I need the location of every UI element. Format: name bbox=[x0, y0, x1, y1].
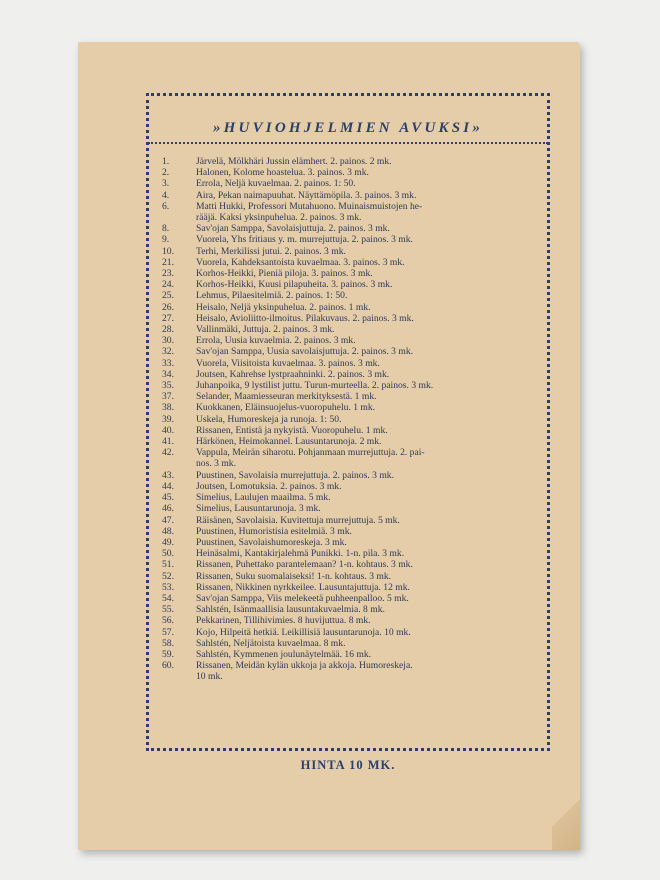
item-text: Joutsen, Kahrehse lystpraahninki. 2. painos. 3 mk. bbox=[196, 368, 390, 380]
title-divider bbox=[148, 142, 548, 144]
item-text: Heinäsalmi, Kantakirjalehmä Punikki. 1-n. pila. 3 mk. bbox=[196, 548, 405, 560]
item-text: Rissanen, Entistä ja nykyistä. Vuoropuhelu. 1 mk. bbox=[196, 424, 388, 436]
list-item bbox=[160, 156, 544, 167]
item-number: 34. bbox=[162, 368, 174, 380]
item-number: 59. bbox=[162, 648, 174, 660]
list-item bbox=[160, 268, 544, 279]
list-item bbox=[160, 425, 544, 436]
list-item bbox=[160, 526, 544, 537]
item-text: Sav'ojan Samppa, Uusia savolaisjuttuja. 2. painos. 3 mk. bbox=[196, 346, 414, 358]
list-item bbox=[160, 358, 544, 369]
item-text: Puustinen, Savolaishumoreskeja. 3 mk. bbox=[196, 536, 347, 548]
item-number: 52. bbox=[162, 570, 174, 582]
list-item bbox=[160, 548, 544, 559]
list-item bbox=[160, 190, 544, 201]
item-number: 48. bbox=[162, 525, 174, 537]
item-number: 27. bbox=[162, 312, 174, 324]
item-text: Kojo, Hilpeitä hetkiä. Leikillisiä lausuntarunoja. 10 mk. bbox=[196, 626, 411, 638]
item-number: 35. bbox=[162, 380, 174, 392]
list-item bbox=[160, 559, 544, 570]
list-item bbox=[160, 290, 544, 301]
list-item bbox=[160, 593, 544, 604]
list-item bbox=[160, 470, 544, 481]
list-item bbox=[160, 627, 544, 638]
list-item bbox=[160, 402, 544, 413]
item-number: 24. bbox=[162, 279, 174, 291]
item-text: Kuokkanen, Eläinsuojelus-vuoropuhelu. 1 mk. bbox=[196, 402, 376, 414]
item-number: 58. bbox=[162, 637, 174, 649]
item-text: Halonen, Kolome hoastelua. 3. painos. 3 mk. bbox=[196, 167, 369, 179]
item-text: Vallinmäki, Juttuja. 2. painos. 3 mk. bbox=[196, 324, 335, 336]
item-number: 53. bbox=[162, 581, 174, 593]
list-item bbox=[160, 380, 544, 391]
item-text: Härkönen, Heimokannel. Lausuntarunoja. 2 mk. bbox=[196, 436, 382, 448]
list-item bbox=[160, 178, 544, 189]
item-number: 6. bbox=[162, 200, 170, 212]
item-number: 55. bbox=[162, 604, 174, 616]
item-number: 37. bbox=[162, 391, 174, 403]
list-item bbox=[160, 246, 544, 257]
item-number: 39. bbox=[162, 413, 174, 425]
item-text: Vuorela, Kahdeksantoista kuvaelmaa. 3. painos. 3 mk. bbox=[196, 256, 405, 268]
item-continuation: nos. 3 mk. bbox=[196, 458, 236, 470]
list-item bbox=[160, 257, 544, 268]
list-item bbox=[160, 537, 544, 548]
item-continuation: 10 mk. bbox=[196, 671, 223, 683]
list-item bbox=[160, 447, 544, 458]
list-item bbox=[160, 335, 544, 346]
item-text: Vappula, Meirän siharotu. Pohjanmaan murrejuttuja. 2. pai- bbox=[196, 447, 425, 459]
item-number: 3. bbox=[162, 178, 170, 190]
item-number: 4. bbox=[162, 189, 170, 201]
item-text: Uskela, Humoreskeja ja runoja. 1: 50. bbox=[196, 413, 342, 425]
item-text: Pekkarinen, Tillihivimies. 8 huvijuttua. 8 mk. bbox=[196, 615, 371, 627]
item-text: Korhos-Heikki, Kuusi pilapuheita. 3. painos. 3 mk. bbox=[196, 279, 393, 291]
item-text: Vuorela, Viisitoista kuvaelmaa. 3. painos. 3 mk. bbox=[196, 357, 380, 369]
list-item bbox=[160, 201, 544, 212]
list-item bbox=[160, 604, 544, 615]
item-number: 51. bbox=[162, 559, 174, 571]
item-number: 40. bbox=[162, 424, 174, 436]
item-number: 57. bbox=[162, 626, 174, 638]
worn-corner bbox=[552, 792, 580, 850]
item-text: Vuorela, Yhs fritiaus y. m. murrejuttuja. 2. painos. 3 mk. bbox=[196, 234, 413, 246]
list-item bbox=[160, 638, 544, 649]
item-text: Sahlstén, Kymmenen joulunäytelmää. 16 mk. bbox=[196, 648, 372, 660]
list-item bbox=[160, 492, 544, 503]
item-number: 23. bbox=[162, 268, 174, 280]
item-text: Terhi, Merkilissi jutui. 2. painos. 3 mk. bbox=[196, 245, 346, 257]
list-item bbox=[160, 414, 544, 425]
item-text: Puustinen, Humoristisia esitelmiä. 3 mk. bbox=[196, 525, 352, 537]
item-text: Heisalo, Avioliitto-ilmoitus. Pilakuvaus. 2. painos. 3 mk. bbox=[196, 312, 414, 324]
list-item bbox=[160, 391, 544, 402]
item-text: Errola, Uusia kuvaelmia. 2. painos. 3 mk. bbox=[196, 335, 356, 347]
item-text: Simelius, Laulujen maailma. 5 mk. bbox=[196, 492, 331, 504]
item-text: Korhos-Heikki, Pieniä piloja. 3. painos. 3 mk. bbox=[196, 268, 373, 280]
list-item bbox=[160, 346, 544, 357]
item-number: 42. bbox=[162, 447, 174, 459]
list-item bbox=[160, 503, 544, 514]
item-number: 2. bbox=[162, 167, 170, 179]
list-item bbox=[160, 582, 544, 593]
item-number: 9. bbox=[162, 234, 170, 246]
item-text: Rissanen, Puhettako parantelemaan? 1-n. kohtaus. 3 mk. bbox=[196, 559, 413, 571]
item-number: 30. bbox=[162, 335, 174, 347]
item-number: 38. bbox=[162, 402, 174, 414]
item-text: Järvelä, Mölkhäri Jussin elämhert. 2. painos. 2 mk. bbox=[196, 156, 392, 167]
item-continuation: rääjä. Kaksi yksinpuhelua. 2. painos. 3 mk. bbox=[196, 212, 362, 224]
item-text: Joutsen, Lomotuksia. 2. painos. 3 mk. bbox=[196, 480, 342, 492]
publication-list bbox=[160, 156, 544, 683]
list-item bbox=[160, 302, 544, 313]
item-number: 45. bbox=[162, 492, 174, 504]
item-number: 21. bbox=[162, 256, 174, 268]
item-number: 47. bbox=[162, 514, 174, 526]
item-text: Errola, Neljä kuvaelmaa. 2. painos. 1: 50. bbox=[196, 178, 356, 190]
list-item bbox=[160, 167, 544, 178]
item-text: Simelius, Lausuntarunoja. 3 mk. bbox=[196, 503, 321, 515]
item-number: 33. bbox=[162, 357, 174, 369]
item-number: 50. bbox=[162, 548, 174, 560]
item-number: 10. bbox=[162, 245, 174, 257]
item-number: 56. bbox=[162, 615, 174, 627]
item-text: Sav'ojan Samppa, Viis melekeetä puhheenpalloo. 5 mk. bbox=[196, 592, 409, 604]
item-text: Rissanen, Nikkinen nyrkkeilee. Lausuntajuttuja. 12 mk. bbox=[196, 581, 410, 593]
item-number: 41. bbox=[162, 436, 174, 448]
list-item bbox=[160, 515, 544, 526]
item-text: Rissanen, Meidän kylän ukkoja ja akkoja. Humoreskeja. bbox=[196, 660, 413, 672]
item-number: 49. bbox=[162, 536, 174, 548]
item-text: Räisänen, Savolaisia. Kuvitettuja murrejuttuja. 5 mk. bbox=[196, 514, 400, 526]
item-number: 60. bbox=[162, 660, 174, 672]
item-text: Sahlstén, Isänmaallisia lausuntakuvaelmia. 8 mk. bbox=[196, 604, 385, 616]
price-label: HINTA 10 MK. bbox=[300, 758, 396, 772]
item-text: Rissanen, Suku suomalaiseksi! 1-n. kohtaus. 3 mk. bbox=[196, 570, 392, 582]
list-item bbox=[160, 369, 544, 380]
item-number: 43. bbox=[162, 469, 174, 481]
list-item bbox=[160, 660, 544, 671]
series-title: »HUVIOHJELMIEN AVUKSI» bbox=[212, 120, 484, 136]
item-text: Lehmus, Pilaesitelmiä. 2. painos. 1: 50. bbox=[196, 290, 348, 302]
item-text: Aira, Pekan naimapuuhat. Näyttämöpila. 3. painos. 3 mk. bbox=[196, 189, 417, 201]
item-number: 32. bbox=[162, 346, 174, 358]
list-item bbox=[160, 615, 544, 626]
item-text: Matti Hukki, Professori Mutahuono. Muinaismuistojen he- bbox=[196, 200, 423, 212]
list-item bbox=[160, 313, 544, 324]
list-item bbox=[160, 436, 544, 447]
item-text: Heisalo, Neljä yksinpuhelua. 2. painos. 1 mk. bbox=[196, 301, 371, 313]
item-number: 28. bbox=[162, 324, 174, 336]
list-item bbox=[160, 234, 544, 245]
item-number: 44. bbox=[162, 480, 174, 492]
item-text: Sav'ojan Samppa, Savolaisjuttuja. 2. painos. 3 mk. bbox=[196, 223, 390, 235]
list-item bbox=[160, 223, 544, 234]
item-text: Selander, Maamiesseuran merkityksestä. 1 mk. bbox=[196, 391, 377, 403]
list-item bbox=[160, 649, 544, 660]
item-number: 46. bbox=[162, 503, 174, 515]
item-number: 1. bbox=[162, 156, 170, 167]
item-text: Puustinen, Savolaisia murrejuttuja. 2. painos. 3 mk. bbox=[196, 469, 394, 481]
item-number: 8. bbox=[162, 223, 170, 235]
item-text: Sahlstén, Neljätoista kuvaelmaa. 8 mk. bbox=[196, 637, 346, 649]
item-number: 25. bbox=[162, 290, 174, 302]
list-item bbox=[160, 324, 544, 335]
list-item bbox=[160, 279, 544, 290]
item-text: Juhanpoika, 9 lystilist juttu. Turun-murteella. 2. painos. 3 mk. bbox=[196, 380, 434, 392]
list-item bbox=[160, 481, 544, 492]
item-number: 54. bbox=[162, 592, 174, 604]
list-item bbox=[160, 571, 544, 582]
item-number: 26. bbox=[162, 301, 174, 313]
